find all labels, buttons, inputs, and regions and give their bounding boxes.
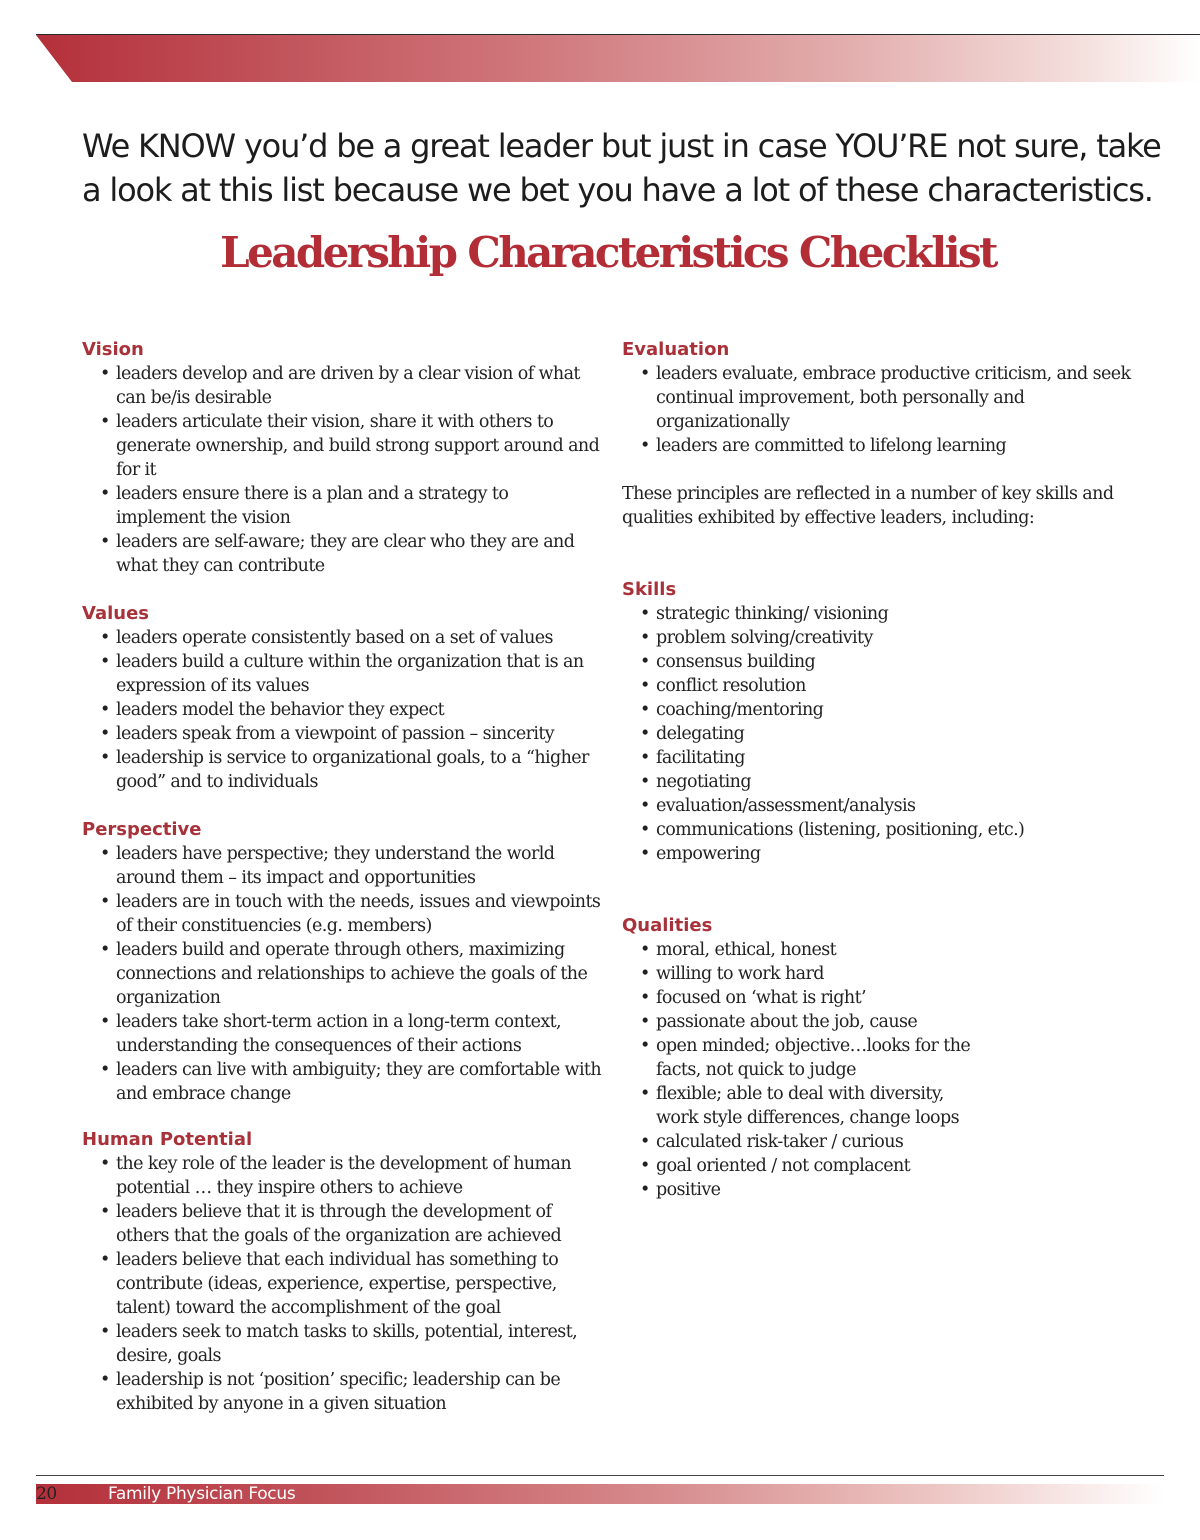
list-item: • facilitating <box>622 746 1142 770</box>
list-item: • problem solving/creativity <box>622 626 1142 650</box>
section-heading-evaluation: Evaluation <box>622 339 730 360</box>
list-item: • coaching/mentoring <box>622 698 1142 722</box>
list-item: • leaders believe that it is through the development of others that the goals of the organization are achieved <box>82 1200 602 1248</box>
list-item: • leaders seek to match tasks to skills, potential, interest, desire, goals <box>82 1320 602 1368</box>
list-item: • leaders model the behavior they expect <box>82 698 602 722</box>
vision-list <box>82 362 602 578</box>
human-potential-list <box>82 1152 602 1416</box>
list-item: • moral, ethical, honest <box>622 938 1142 962</box>
list-item: • open minded; objective…looks for the facts, not quick to judge <box>622 1034 1142 1082</box>
list-item: • delegating <box>622 722 1142 746</box>
skills-section <box>622 578 1142 866</box>
qualities-section <box>622 914 1142 1202</box>
right-column <box>622 338 1142 1202</box>
values-section <box>82 602 602 794</box>
section-heading-vision: Vision <box>82 339 144 360</box>
page-number: 20 <box>36 1484 57 1504</box>
section-heading-perspective: Perspective <box>82 819 202 840</box>
list-item: • leaders have perspective; they understand the world around them – its impact and opportunities <box>82 842 602 890</box>
list-item: • strategic thinking/ visioning <box>622 602 1142 626</box>
list-item: • goal oriented / not complacent <box>622 1154 1142 1178</box>
list-item: • leaders articulate their vision, share it with others to generate ownership, and build strong support around and for it <box>82 410 602 482</box>
vision-section <box>82 338 602 578</box>
list-item: • leaders can live with ambiguity; they are comfortable with and embrace change <box>82 1058 602 1106</box>
list-item: • leaders build a culture within the organization that is an expression of its values <box>82 650 602 698</box>
list-item: • communications (listening, positioning, etc.) <box>622 818 1142 842</box>
list-item: • leaders build and operate through others, maximizing connections and relationships to achieve the goals of the organization <box>82 938 602 1010</box>
list-item: • positive <box>622 1178 1142 1202</box>
evaluation-list <box>622 362 1142 458</box>
list-item: • consensus building <box>622 650 1142 674</box>
list-item: • leaders take short-term action in a long-term context, understanding the consequences of their actions <box>82 1010 602 1058</box>
section-heading-skills: Skills <box>622 579 677 600</box>
page-title: Leadership Characteristics Checklist <box>220 228 996 277</box>
list-item: • focused on ‘what is right’ <box>622 986 1142 1010</box>
list-item: • leadership is service to organizational goals, to a “higher good” and to individuals <box>82 746 602 794</box>
evaluation-section <box>622 338 1142 458</box>
footer-rule <box>36 1475 1164 1476</box>
human-potential-section <box>82 1128 602 1416</box>
list-item: • leaders evaluate, embrace productive criticism, and seek continual improvement, both personally and organizationally <box>622 362 1142 434</box>
list-item: • the key role of the leader is the development of human potential … they inspire others to achieve <box>82 1152 602 1200</box>
list-item: • leaders ensure there is a plan and a strategy to implement the vision <box>82 482 602 530</box>
qualities-list <box>622 938 1142 1202</box>
list-item: • flexible; able to deal with diversity, work style differences, change loops <box>622 1082 1142 1130</box>
skills-list <box>622 602 1142 866</box>
list-item: • negotiating <box>622 770 1142 794</box>
section-heading-values: Values <box>82 603 149 624</box>
intro-text: We KNOW you’d be a great leader but just in case YOU’RE not sure, take a look at this list because we bet you have a lot of these characteristics. <box>82 127 1161 209</box>
section-heading-human-potential: Human Potential <box>82 1129 253 1150</box>
list-item: • leaders believe that each individual has something to contribute (ideas, experience, expertise, perspective, talent) toward the accomplishment of the goal <box>82 1248 602 1320</box>
list-item: • leadership is not ‘position’ specific; leadership can be exhibited by anyone in a given situation <box>82 1368 602 1416</box>
perspective-list <box>82 842 602 1106</box>
list-item: • leaders speak from a viewpoint of passion – sincerity <box>82 722 602 746</box>
list-item: • willing to work hard <box>622 962 1142 986</box>
perspective-section <box>82 818 602 1106</box>
principles-paragraph: These principles are reflected in a number of key skills and qualities exhibited by effective leaders, including: <box>622 484 1114 528</box>
list-item: • passionate about the job, cause <box>622 1010 1142 1034</box>
header-band <box>36 35 1200 82</box>
publication-name: Family Physician Focus <box>108 1484 296 1504</box>
list-item: • conflict resolution <box>622 674 1142 698</box>
left-column <box>82 338 602 1416</box>
list-item: • leaders are committed to lifelong learning <box>622 434 1142 458</box>
top-rule <box>36 34 1200 35</box>
values-list <box>82 626 602 794</box>
list-item: • leaders are self-aware; they are clear who they are and what they can contribute <box>82 530 602 578</box>
section-heading-qualities: Qualities <box>622 915 713 936</box>
list-item: • evaluation/assessment/analysis <box>622 794 1142 818</box>
list-item: • leaders are in touch with the needs, issues and viewpoints of their constituencies (e.g. members) <box>82 890 602 938</box>
list-item: • leaders develop and are driven by a clear vision of what can be/is desirable <box>82 362 602 410</box>
list-item: • empowering <box>622 842 1142 866</box>
list-item: • calculated risk-taker / curious <box>622 1130 1142 1154</box>
list-item: • leaders operate consistently based on a set of values <box>82 626 602 650</box>
